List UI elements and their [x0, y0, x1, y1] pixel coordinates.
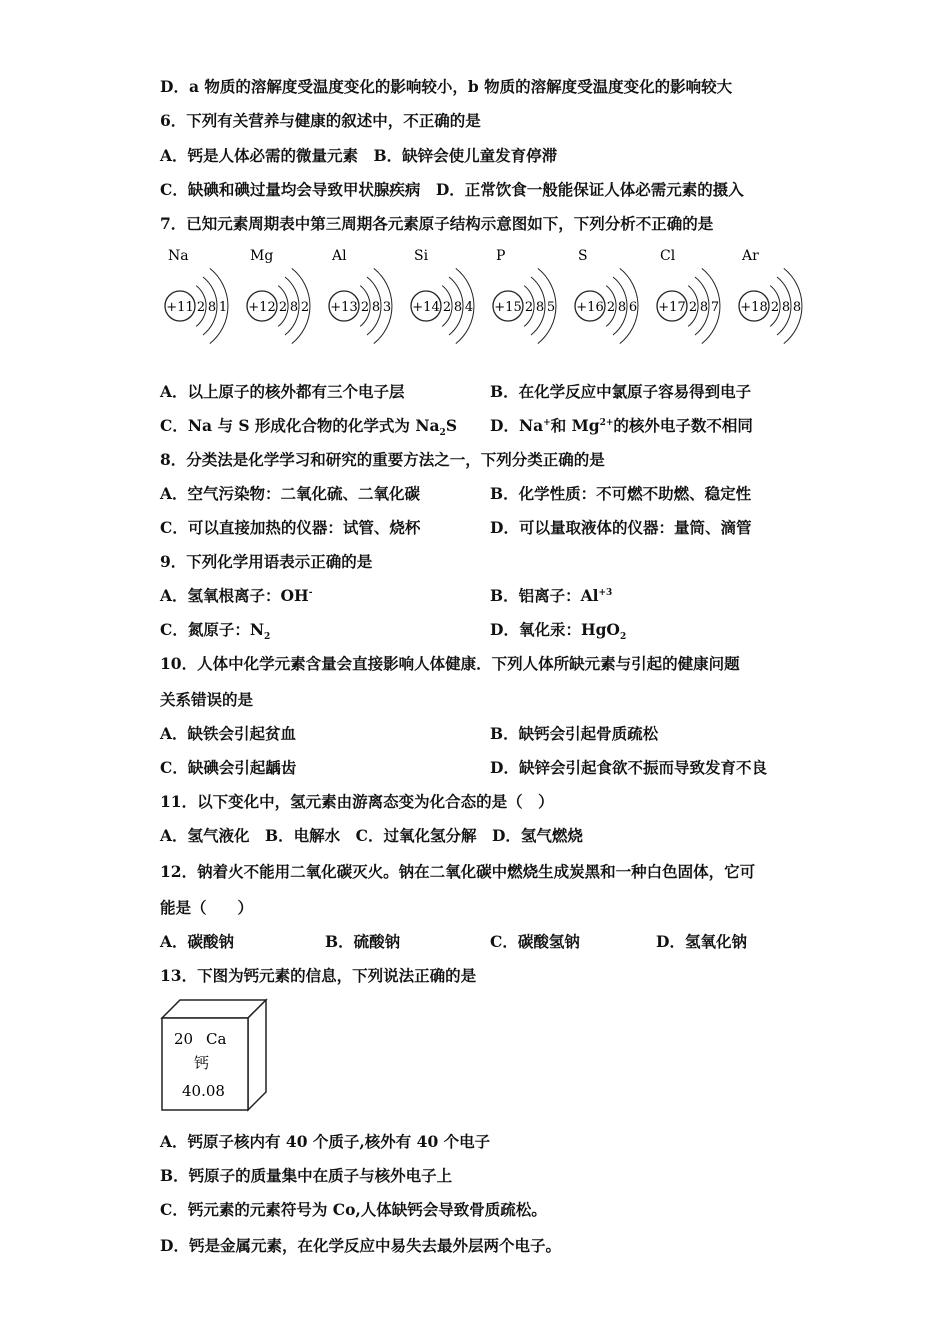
shell-electron-count: 2 — [688, 300, 698, 315]
q12-option-d: D．氢氧化钠 — [656, 932, 747, 951]
q12-option-c: C．碳酸氢钠 — [490, 932, 580, 951]
atom-symbol: Si — [414, 248, 429, 264]
atom-symbol: Mg — [250, 248, 274, 264]
q9-option-b-charge: +3 — [598, 587, 613, 598]
atom-symbol: Na — [168, 248, 189, 264]
nucleus-charge: +11 — [166, 300, 194, 315]
q12-stem-line2: 能是（ ） — [160, 898, 254, 917]
shell-electron-count: 5 — [546, 300, 556, 315]
shell-electron-count: 6 — [628, 300, 638, 315]
atom-structure-diagrams — [160, 244, 820, 364]
q9-option-a — [160, 586, 312, 606]
q7-option-d-text: D．Na — [490, 416, 544, 435]
q8-option-c: C．可以直接加热的仪器：试管、烧杯 — [160, 518, 421, 537]
q9-option-b-text: B．铝离子：Al — [490, 586, 599, 605]
q7-stem: 7．已知元素周期表中第三周期各元素原子结构示意图如下，下列分析不正确的是 — [160, 214, 714, 233]
q7-option-a: A．以上原子的核外都有三个电子层 — [160, 382, 405, 401]
shell-electron-count: 8 — [535, 300, 545, 315]
q10-option-b: B．缺钙会引起骨质疏松 — [490, 724, 659, 743]
shell-electron-count: 2 — [196, 300, 206, 315]
atom-symbol: Al — [332, 248, 347, 264]
shell-electron-count: 8 — [781, 300, 791, 315]
atom-symbol: P — [496, 248, 506, 264]
q7-option-c — [160, 416, 458, 439]
q7-option-d-charge2: 2+ — [599, 417, 614, 428]
q10-option-d: D．缺锌会引起食欲不振而导致发育不良 — [490, 758, 767, 777]
q12-option-a: A．碳酸钠 — [160, 932, 235, 951]
nucleus-charge: +14 — [412, 300, 440, 315]
shell-electron-count: 8 — [371, 300, 381, 315]
atom-ar — [739, 248, 802, 344]
q7-option-c-tail: S — [445, 416, 458, 435]
atom-na — [165, 248, 228, 344]
atom-s — [575, 248, 638, 344]
ca-symbol: Ca — [206, 1030, 227, 1048]
q8-option-d: D．可以量取液体的仪器：量筒、滴管 — [490, 518, 752, 537]
q13-option-c: C．钙元素的元素符号为 Co,人体缺钙会导致骨质疏松。 — [160, 1200, 547, 1219]
shell-electron-count: 8 — [289, 300, 299, 315]
shell-electron-count: 7 — [710, 300, 720, 315]
atom-al — [329, 248, 392, 344]
shell-electron-count: 2 — [300, 300, 310, 315]
q9-option-d-text: D．氧化汞：HgO — [490, 620, 620, 639]
q9-option-a-text: A．氢氧根离子：OH — [160, 586, 309, 605]
q10-option-a: A．缺铁会引起贫血 — [160, 724, 297, 743]
q6-options-line2: C．缺碘和碘过量均会导致甲状腺疾病 D．正常饮食一般能保证人体必需元素的摄入 — [160, 180, 744, 199]
q7-option-c-text: C．Na 与 S 形成化合物的化学式为 Na — [160, 416, 440, 435]
q9-option-d — [490, 620, 627, 643]
ca-atomic-number: 20 — [174, 1030, 194, 1048]
q12-option-b: B．硫酸钠 — [325, 932, 401, 951]
q10-stem-line1: 10．人体中化学元素含量会直接影响人体健康．下列人体所缺元素与引起的健康问题 — [160, 654, 740, 673]
q10-stem-line2: 关系错误的是 — [160, 690, 254, 709]
calcium-element-card — [158, 996, 270, 1112]
q7-option-d-tail: 的核外电子数不相同 — [613, 416, 753, 435]
shell-electron-count: 3 — [382, 300, 392, 315]
q7-option-d-charge1: + — [543, 417, 551, 428]
q13-option-b: B．钙原子的质量集中在质子与核外电子上 — [160, 1166, 453, 1185]
shell-electron-count: 2 — [524, 300, 534, 315]
q5-option-d: D．a 物质的溶解度受温度变化的影响较小，b 物质的溶解度受温度变化的影响较大 — [160, 77, 733, 96]
shell-electron-count: 8 — [207, 300, 217, 315]
q9-option-c-subscript: 2 — [264, 632, 271, 643]
atom-p — [493, 248, 556, 344]
shell-electron-count: 2 — [770, 300, 780, 315]
nucleus-charge: +18 — [740, 300, 768, 315]
q9-option-b — [490, 586, 612, 606]
nucleus-charge: +17 — [658, 300, 686, 315]
q13-stem: 13．下图为钙元素的信息，下列说法正确的是 — [160, 966, 477, 985]
q9-option-c — [160, 620, 271, 643]
q8-option-a: A．空气污染物：二氧化硫、二氧化碳 — [160, 484, 421, 503]
shell-electron-count: 2 — [278, 300, 288, 315]
q10-option-c: C．缺碘会引起龋齿 — [160, 758, 297, 777]
atom-symbol: Ar — [742, 248, 759, 264]
q7-option-c-subscript: 2 — [439, 428, 446, 439]
shell-electron-count: 1 — [218, 300, 228, 315]
q9-option-c-text: C．氮原子：N — [160, 620, 265, 639]
q8-option-b: B．化学性质：不可燃不助燃、稳定性 — [490, 484, 752, 503]
q9-option-a-charge: - — [308, 587, 313, 598]
q6-options-line1: A．钙是人体必需的微量元素 B．缺锌会使儿童发育停滞 — [160, 146, 558, 165]
shell-electron-count: 8 — [617, 300, 627, 315]
q13-option-d: D．钙是金属元素，在化学反应中易失去最外层两个电子。 — [160, 1236, 561, 1255]
q9-option-d-subscript: 2 — [619, 632, 627, 643]
nucleus-charge: +16 — [576, 300, 604, 315]
q13-option-a: A．钙原子核内有 40 个质子,核外有 40 个电子 — [160, 1132, 491, 1151]
q6-stem: 6．下列有关营养与健康的叙述中，不正确的是 — [160, 111, 481, 130]
atom-si — [411, 248, 474, 344]
shell-electron-count: 8 — [453, 300, 463, 315]
q11-options: A．氢气液化 B．电解水 C．过氧化氢分解 D．氢气燃烧 — [160, 826, 583, 845]
q7-option-b: B．在化学反应中氯原子容易得到电子 — [490, 382, 752, 401]
nucleus-charge: +13 — [330, 300, 358, 315]
shell-electron-count: 4 — [464, 300, 474, 315]
q8-stem: 8．分类法是化学学习和研究的重要方法之一，下列分类正确的是 — [160, 450, 605, 469]
nucleus-charge: +12 — [248, 300, 276, 315]
q9-stem: 9．下列化学用语表示正确的是 — [160, 552, 373, 571]
shell-electron-count: 2 — [360, 300, 370, 315]
atom-symbol: S — [578, 248, 588, 264]
atom-symbol: Cl — [660, 248, 676, 264]
q7-option-d-mid: 和 Mg — [550, 416, 600, 435]
atom-cl — [657, 248, 720, 344]
ca-atomic-mass: 40.08 — [182, 1082, 225, 1100]
shell-electron-count: 2 — [442, 300, 452, 315]
shell-electron-count: 8 — [699, 300, 709, 315]
q7-option-d — [490, 416, 753, 436]
shell-electron-count: 8 — [792, 300, 802, 315]
shell-electron-count: 2 — [606, 300, 616, 315]
q12-stem-line1: 12．钠着火不能用二氧化碳灭火。钠在二氧化碳中燃烧生成炭黑和一种白色固体，它可 — [160, 862, 756, 881]
atom-mg — [247, 248, 310, 344]
nucleus-charge: +15 — [494, 300, 522, 315]
q11-stem: 11．以下变化中，氢元素由游离态变为化合态的是（ ） — [160, 792, 554, 811]
ca-name: 钙 — [194, 1054, 210, 1072]
